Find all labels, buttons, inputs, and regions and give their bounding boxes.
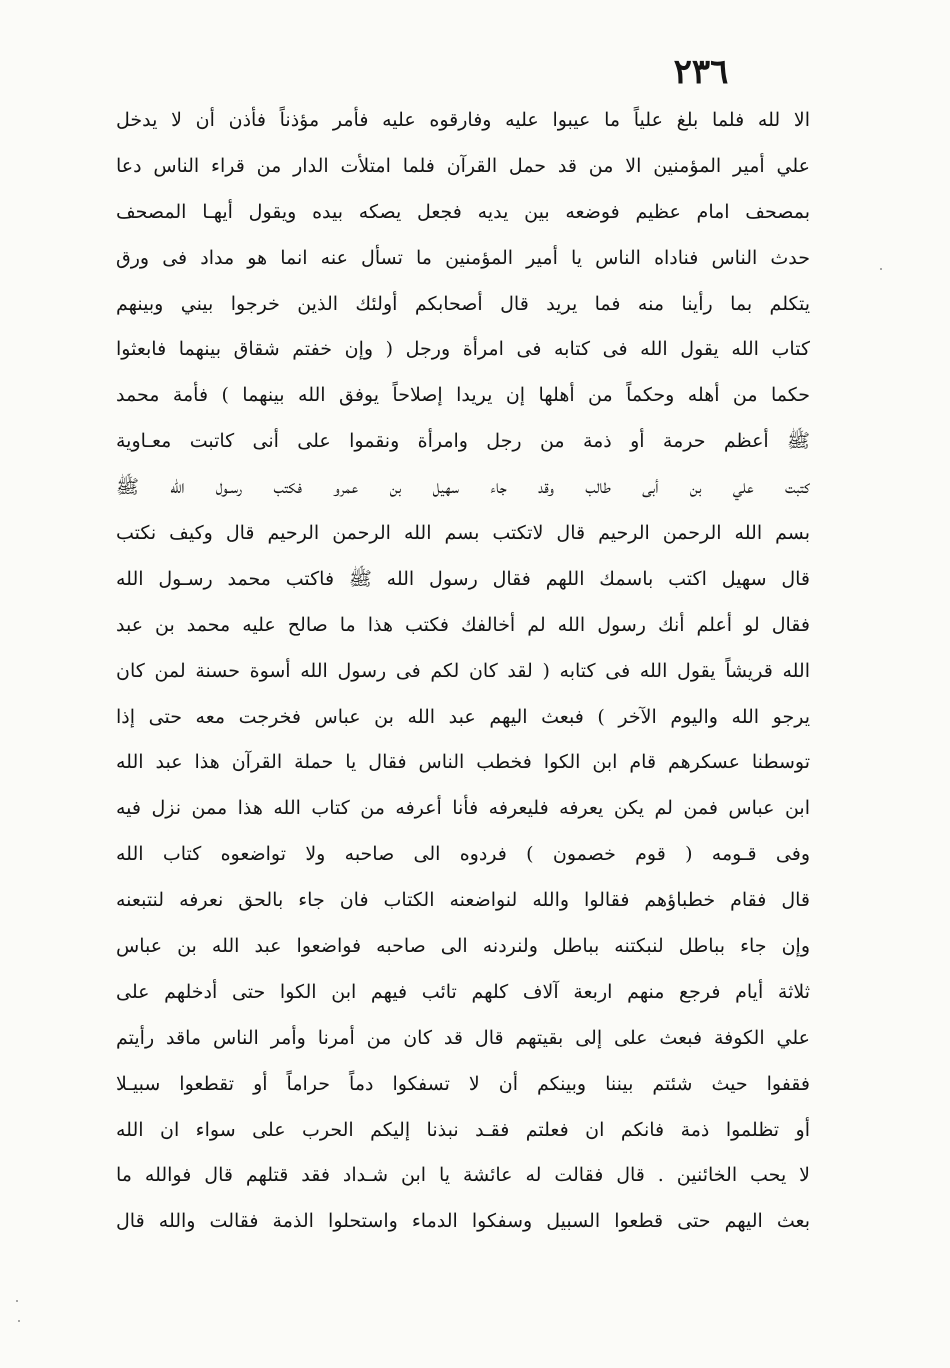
text-line: وفى قـومه ( قوم خصمون ) فردوه الى صاحبه ولا تواضعوه كتاب الله bbox=[116, 843, 810, 866]
body-text bbox=[116, 98, 810, 1245]
text-line: ابن عباس فمن لم يكن يعرفه فليعرفه فأنا أعرفه من كتاب الله هذا ممن نزل فيه bbox=[116, 797, 810, 820]
page-number: ٢٣٦ bbox=[673, 52, 729, 92]
text-line: بمصحف امام عظيم فوضعه بين يديه فجعل يصكه بيده ويقول أيهـا المصحف bbox=[116, 200, 810, 223]
text-line: حدث الناس فناداه الناس يا أمير المؤمنين ما تسأل عنه انما هو مداد فى ورق bbox=[116, 246, 810, 269]
text-line: قال سهيل اكتب باسمك اللهم فقال رسول الله ﷺ فاكتب محمد رسـول الله bbox=[116, 567, 810, 590]
text-line: ثلاثة أيام فرجع منهم اربعة آلاف كلهم تائب فيهم ابن الكوا حتى أدخلهم على bbox=[116, 980, 810, 1003]
scan-speck bbox=[18, 1320, 20, 1322]
text-line: الله قريشاً يقول الله فى كتابه ( لقد كان لكم فى رسول الله أسوة حسنة لمن كان bbox=[116, 659, 810, 682]
text-line: وإن جاء بباطل لنبكتنه بباطل ولنردنه الى صاحبه فواضعوا عبد الله بن عباس bbox=[116, 935, 810, 958]
text-line: الا لله فلما بلغ علياً ما عيبوا عليه وفارقوه عليه فأمر مؤذناً فأذن أن لا يدخل bbox=[116, 109, 810, 131]
text-line: كتبت علي بن أبى طالب وقد جاء سهيل بن عمرو فكتب رسـول الله ﷺ bbox=[116, 476, 810, 499]
text-line: بعث اليهم حتى قطعوا السبيل وسفكوا الدماء واستحلوا الذمة فقالت والله قال bbox=[116, 1210, 810, 1233]
text-line: علي أمير المؤمنين الا من قد حمل القرآن فلما امتلأت الدار من قراء الناس دعا bbox=[116, 154, 810, 177]
text-line: توسطنا عسكرهم قام ابن الكوا فخطب الناس فقال يا حملة القرآن هذا عبد الله bbox=[116, 751, 810, 774]
text-line: فقال لو أعلم أنك رسول الله لم أخالفك فكتب هذا ما صالح عليه محمد بن عبد bbox=[116, 613, 810, 636]
text-line: بسم الله الرحمن الرحيم قال لاتكتب بسم الله الرحمن الرحيم قال وكيف نكتب bbox=[116, 522, 810, 545]
scan-speck bbox=[880, 268, 882, 270]
text-line: ﷺ أعظم حرمة أو ذمة من رجل وامرأة ونقموا على أنى كاتبت معـاوية bbox=[116, 430, 810, 453]
text-line: فقفوا حيث شئتم بيننا وبينكم أن لا تسفكوا دماً حراماً أو تقطعوا سبيـلا bbox=[116, 1072, 810, 1095]
text-line: حكما من أهله وحكماً من أهلها إن يريدا إصلاحاً يوفق الله بينهما ) فأمة محمد bbox=[116, 384, 810, 407]
text-line: يرجو الله واليوم الآخر ) فبعث اليهم عبد الله بن عباس فخرجت معه حتى إذا bbox=[116, 705, 810, 728]
text-line: أو تظلموا ذمة فانكم ان فعلتم فقـد نبذنا إليكم الحرب على سواء ان الله bbox=[116, 1118, 810, 1141]
text-line: كتاب الله يقول الله فى كتابه فى امرأة ورجل ( وإن خفتم شقاق بينهما فابعثوا bbox=[116, 338, 810, 361]
text-line: لا يحب الخائنين . قال فقالت له عائشة يا ابن شـداد فقد قتلهم قال فوالله ما bbox=[116, 1164, 810, 1187]
text-line: قال فقام خطباؤهم فقالوا والله لنواضعنه الكتاب فان جاء بالحق نعرفه لنتبعنه bbox=[116, 889, 810, 912]
text-line: يتكلم بما رأينا منه فما يريد قال أصحابكم أولئك الذين خرجوا بيني وبينهم bbox=[116, 292, 810, 315]
scan-speck bbox=[16, 1300, 18, 1302]
text-line: علي الكوفة فبعث على إلى بقيتهم قال قد كان من أمرنا وأمر الناس ماقد رأيتم bbox=[116, 1026, 810, 1049]
